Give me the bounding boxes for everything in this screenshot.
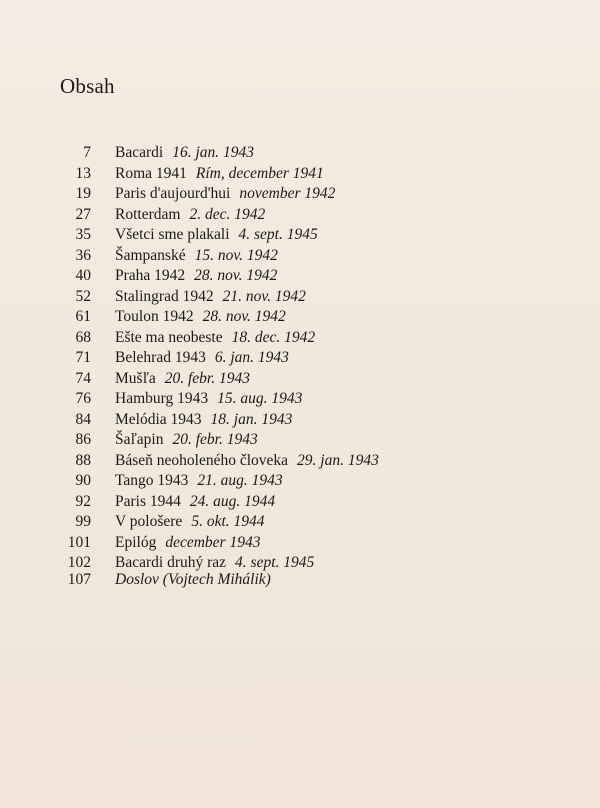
toc-title: Tango 1943 bbox=[115, 472, 189, 489]
toc-date: december 1943 bbox=[165, 533, 261, 551]
toc-page-number: 19 bbox=[75, 185, 91, 202]
toc-date: 5. okt. 1944 bbox=[191, 513, 265, 530]
toc-title: Praha 1942 bbox=[115, 267, 186, 284]
toc-title: Mušľa bbox=[115, 369, 156, 387]
toc-title: V pološere bbox=[115, 513, 183, 530]
toc-title: Bacardi druhý raz bbox=[115, 554, 227, 571]
toc-entry bbox=[60, 328, 379, 349]
toc-page-number: 36 bbox=[75, 246, 91, 264]
toc-date: 6. jan. 1943 bbox=[214, 349, 289, 366]
toc-date: 18. jan. 1943 bbox=[210, 410, 293, 428]
toc-entry bbox=[60, 410, 379, 431]
toc-title: Ešte ma neobeste bbox=[115, 328, 223, 346]
toc-entry bbox=[60, 143, 379, 164]
toc-title: Šampanské bbox=[115, 246, 186, 264]
toc-date: Rím, december 1941 bbox=[195, 164, 324, 182]
toc-date: 21. nov. 1942 bbox=[222, 287, 306, 305]
toc-page-number: 13 bbox=[75, 164, 91, 182]
toc-title: Belehrad 1943 bbox=[115, 349, 206, 366]
toc-page-number: 102 bbox=[67, 554, 91, 571]
toc-page-number: 27 bbox=[75, 205, 91, 223]
toc-entry bbox=[60, 430, 379, 451]
afterword-title: Doslov (Vojtech Mihálik) bbox=[115, 571, 271, 588]
toc-date: 29. jan. 1943 bbox=[297, 451, 379, 469]
toc-page-number: 40 bbox=[75, 267, 91, 284]
toc-title: Toulon 1942 bbox=[115, 308, 194, 325]
toc-entry bbox=[60, 205, 379, 226]
toc-title: Všetci sme plakali bbox=[115, 226, 230, 243]
afterword-page-number: 107 bbox=[67, 571, 91, 588]
toc-entry bbox=[60, 369, 379, 390]
toc-entry bbox=[60, 348, 379, 369]
toc-title: Melódia 1943 bbox=[115, 410, 202, 428]
toc-title: Šaľapin bbox=[115, 431, 164, 448]
toc-date: 15. nov. 1942 bbox=[194, 246, 278, 264]
toc-entry bbox=[60, 307, 379, 328]
toc-page-number: 90 bbox=[75, 472, 91, 489]
toc-page-number: 92 bbox=[75, 492, 91, 510]
toc-title: Paris d'aujourd'hui bbox=[115, 185, 231, 202]
toc-entry bbox=[60, 492, 379, 513]
toc-entry bbox=[60, 471, 379, 492]
toc-date: 28. nov. 1942 bbox=[202, 308, 286, 325]
toc-entry bbox=[60, 533, 379, 554]
toc-page-number: 76 bbox=[75, 390, 91, 407]
toc-date: 16. jan. 1943 bbox=[172, 144, 255, 161]
toc-date: november 1942 bbox=[239, 185, 336, 202]
toc-entry bbox=[60, 266, 379, 287]
toc-page-number: 88 bbox=[75, 451, 91, 469]
toc-date: 28. nov. 1942 bbox=[194, 267, 278, 284]
toc-date: 15. aug. 1943 bbox=[217, 390, 303, 407]
toc-title: Báseň neoholeného človeka bbox=[115, 451, 289, 469]
toc-page-number: 35 bbox=[75, 226, 91, 243]
toc-entry bbox=[60, 389, 379, 410]
toc-entry bbox=[60, 451, 379, 472]
toc-page-number: 68 bbox=[75, 328, 91, 346]
toc-date: 4. sept. 1945 bbox=[238, 226, 318, 243]
toc-afterword bbox=[60, 570, 271, 590]
toc-entry bbox=[60, 246, 379, 267]
toc-date: 2. dec. 1942 bbox=[189, 205, 266, 223]
toc-date: 21. aug. 1943 bbox=[197, 472, 283, 489]
toc-entry bbox=[60, 287, 379, 308]
toc-page-number: 99 bbox=[75, 513, 91, 530]
toc-title: Roma 1941 bbox=[115, 164, 187, 182]
toc-page-number: 61 bbox=[75, 308, 91, 325]
toc-entry bbox=[60, 164, 379, 185]
toc-date: 4. sept. 1945 bbox=[235, 554, 315, 571]
toc-title: Rotterdam bbox=[115, 205, 181, 223]
toc-date: 20. febr. 1943 bbox=[164, 369, 250, 387]
toc-page-number: 74 bbox=[75, 369, 91, 387]
toc-page-number: 71 bbox=[75, 349, 91, 366]
toc-title: Stalingrad 1942 bbox=[115, 287, 214, 305]
toc-entry bbox=[60, 225, 379, 246]
toc-date: 24. aug. 1944 bbox=[189, 492, 276, 510]
toc-page-number: 86 bbox=[75, 431, 91, 448]
page-title: Obsah bbox=[60, 74, 115, 98]
toc-title: Paris 1944 bbox=[115, 492, 181, 510]
toc-page-number: 84 bbox=[75, 410, 91, 428]
toc-title: Epilóg bbox=[115, 533, 157, 551]
toc-page-number: 101 bbox=[67, 533, 91, 551]
toc-date: 18. dec. 1942 bbox=[231, 328, 316, 346]
toc-page-number: 7 bbox=[83, 144, 91, 161]
toc-page-number: 52 bbox=[75, 287, 91, 305]
table-of-contents bbox=[60, 143, 379, 574]
toc-date: 20. febr. 1943 bbox=[172, 431, 258, 448]
toc-title: Bacardi bbox=[115, 144, 164, 161]
toc-entry bbox=[60, 512, 379, 533]
toc-entry bbox=[60, 184, 379, 205]
toc-title: Hamburg 1943 bbox=[115, 390, 209, 407]
